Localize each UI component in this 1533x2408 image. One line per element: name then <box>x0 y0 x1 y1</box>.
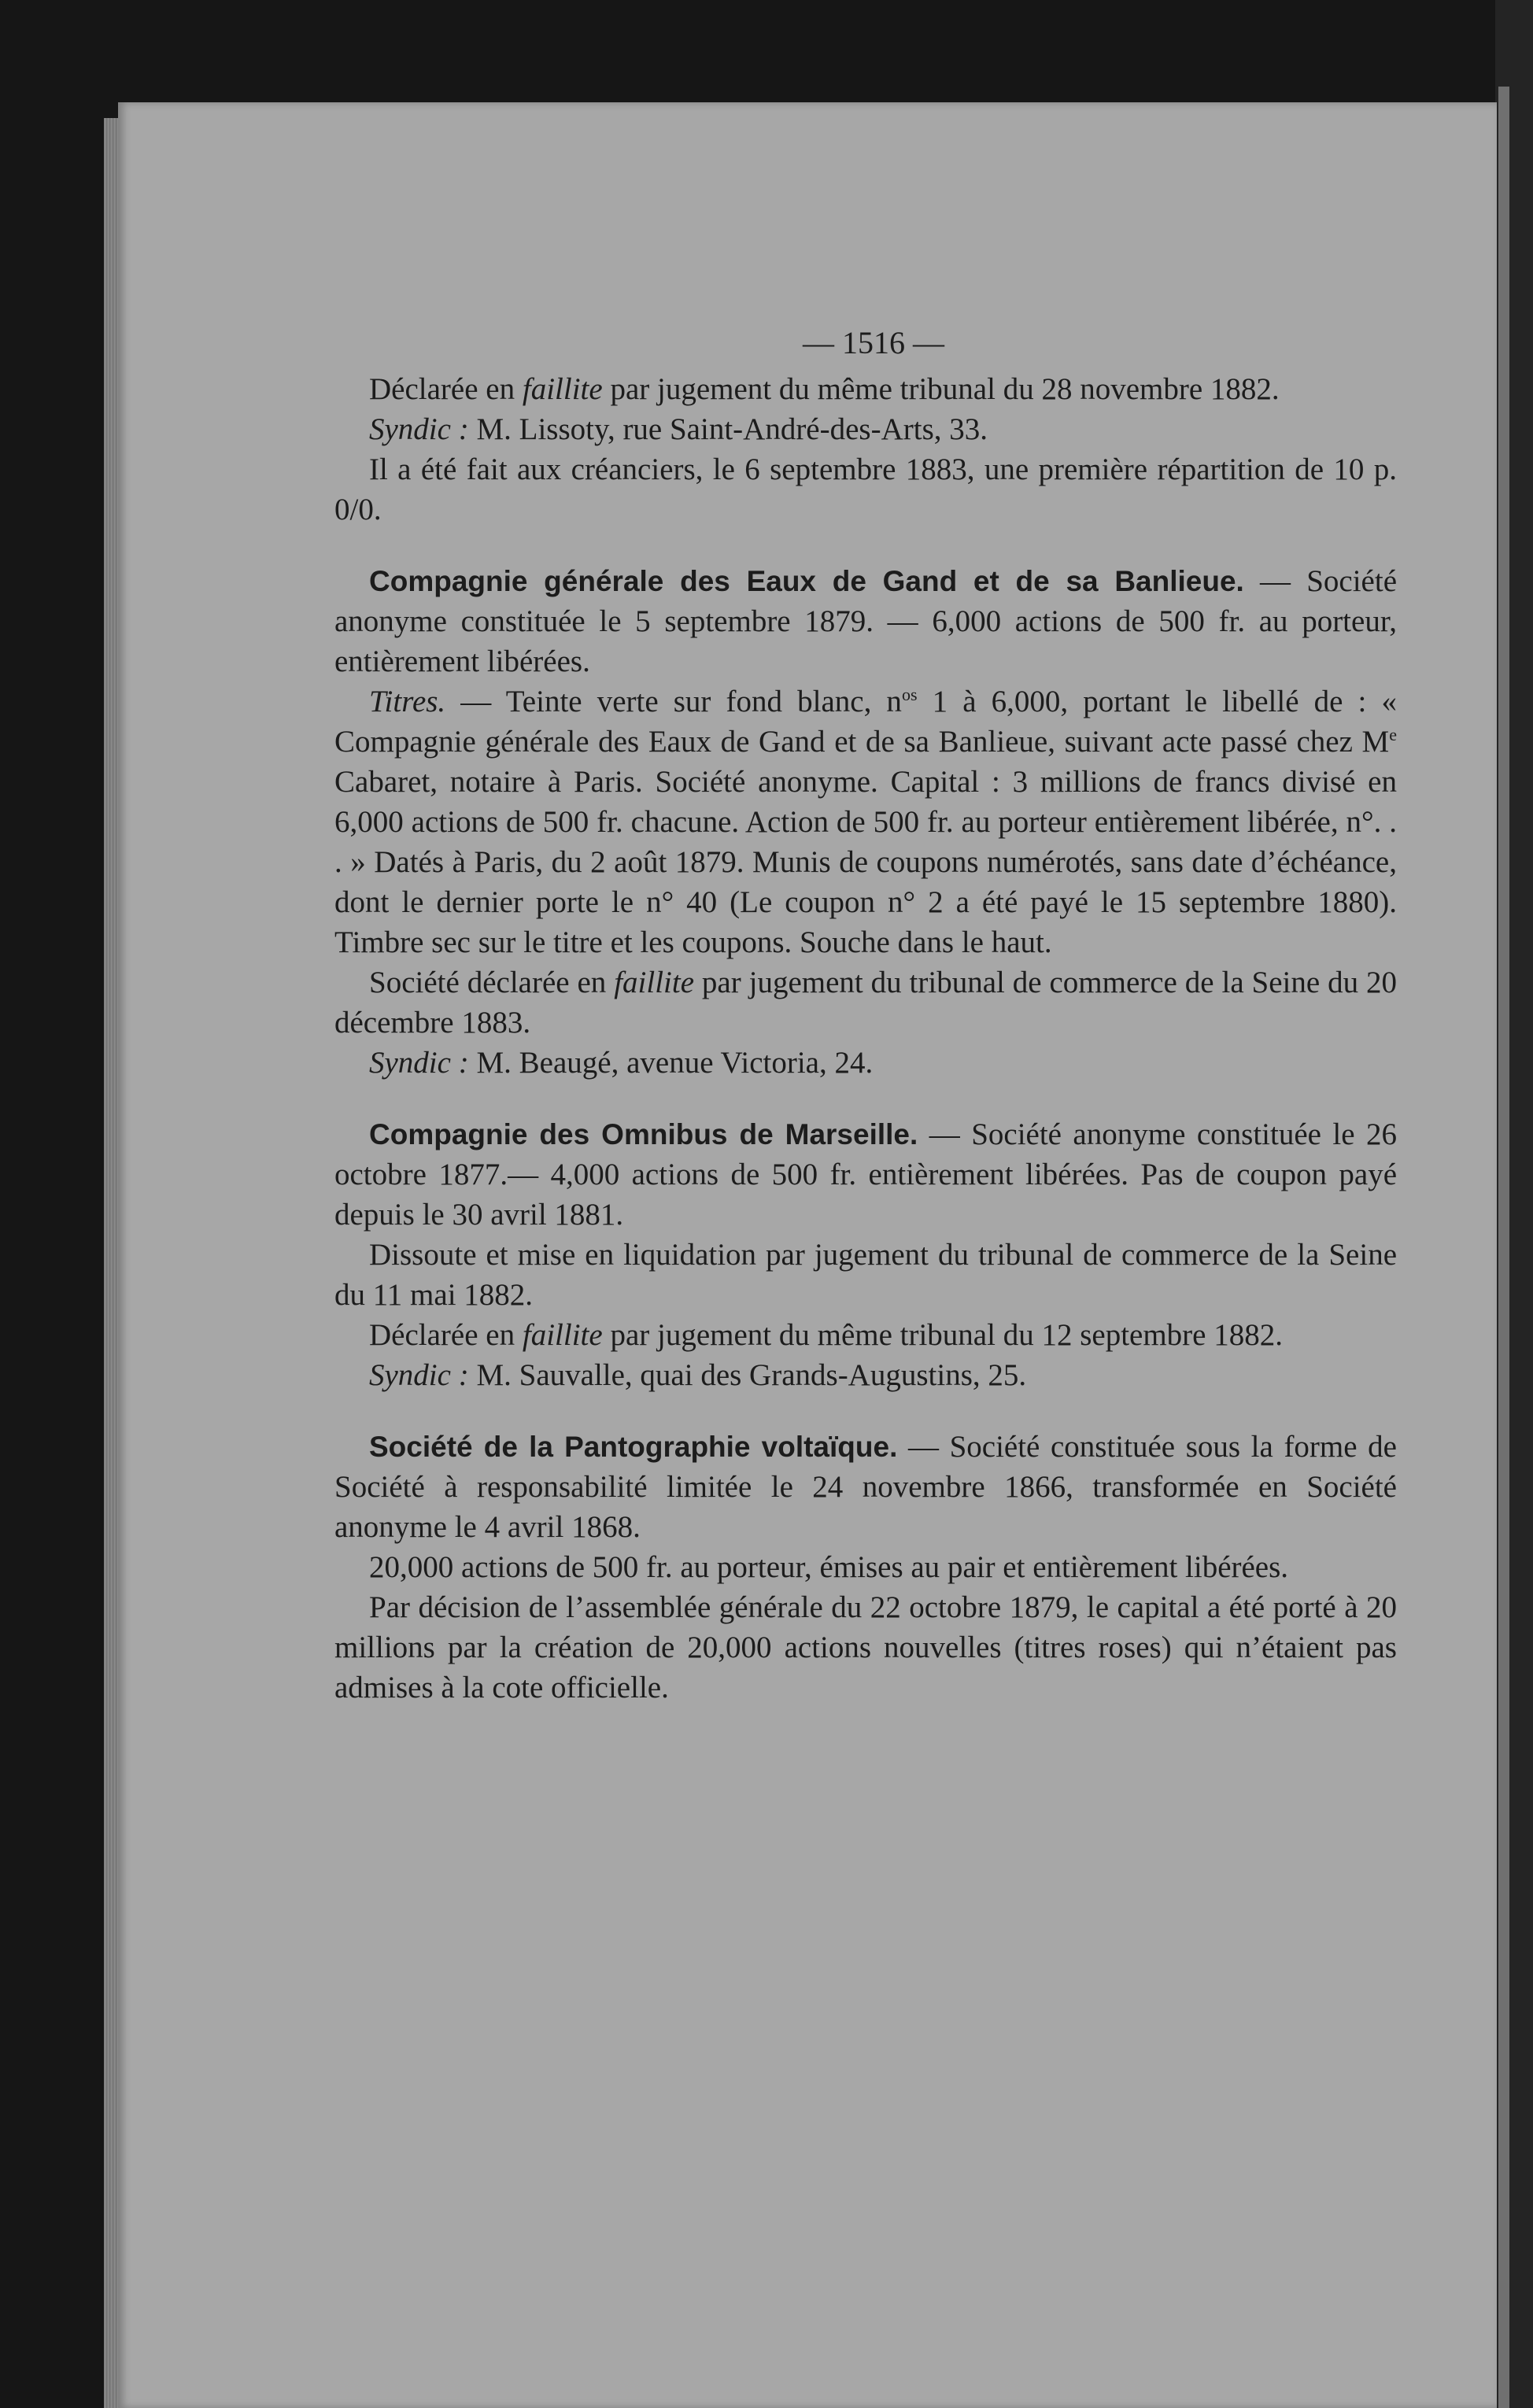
text-span: — Société anonyme constituée le 26 octobre 1877.— 4,000 actions de 500 fr. entièrement libérées. Pas de coupon payé depuis le 30 avril 1881. <box>334 1117 1397 1232</box>
entry-pantographie-actions: 20,000 actions de 500 fr. au porteur, émises au pair et entièrement libérées. <box>369 1550 1289 1584</box>
italic-term: faillite <box>614 966 695 999</box>
superscript: os <box>901 685 918 704</box>
entry-marseille-heading <box>334 1114 1397 1235</box>
entry-gand-syndic <box>334 1043 1397 1083</box>
italic-term: faillite <box>522 1318 603 1352</box>
superscript: e <box>1389 725 1397 744</box>
text-span: — Teinte verte sur fond blanc, n <box>445 685 902 718</box>
text-span: M. Sauvalle, quai des Grands-Augustins, 25. <box>468 1358 1027 1392</box>
entry-marseille-title: Compagnie des Omnibus de Marseille. <box>369 1118 918 1150</box>
intro-repartition-paragraph: Il a été fait aux créanciers, le 6 septembre 1883, une première répartition de 10 p. 0/0. <box>334 452 1397 526</box>
text-span: par jugement du tribunal de commerce de la Seine du 20 décembre 1883. <box>334 966 1397 1040</box>
text-span: Cabaret, notaire à Paris. Société anonyme. Capital : 3 millions de francs divisé en 6,000 actions de 500 fr. chacune. Action de 500 fr. au porteur entièrement libérée, n°. . . » Datés à Paris, du 2 août 1879. Munis de coupons numérotés, sans date d’échéance, dont le dernier porte le n° 40 (Le coupon n° 2 a été payé le 15 septembre 1880). Timbre sec sur le titre et les coupons. Souche dans le haut. <box>334 765 1397 959</box>
page-number: — 1516 — <box>803 325 944 360</box>
text-span: par jugement du même tribunal du 28 novembre 1882. <box>602 372 1280 406</box>
text-span: Société déclarée en <box>369 966 615 999</box>
intro-syndic-paragraph <box>334 409 1397 449</box>
entry-marseille-syndic <box>334 1355 1397 1395</box>
entry-gand-heading <box>334 561 1397 681</box>
entry-gand-titres <box>334 681 1397 962</box>
text-span: Déclarée en <box>369 372 523 406</box>
text-span: M. Beaugé, avenue Victoria, 24. <box>468 1046 874 1080</box>
entry-marseille-dissolution: Dissoute et mise en liquidation par jugement du tribunal de commerce de la Seine du 11 mai 1882. <box>334 1238 1397 1312</box>
entry-gand-faillite <box>334 962 1397 1043</box>
entry-pantographie-title: Société de la Pantographie voltaïque. <box>369 1431 898 1463</box>
entry-marseille-faillite <box>334 1315 1397 1355</box>
italic-term: Titres. <box>369 685 446 718</box>
entry-gand-title: Compagnie générale des Eaux de Gand et de sa Banlieue. <box>369 565 1244 597</box>
text-span: Déclarée en <box>369 1318 523 1352</box>
entry-pantographie-heading <box>334 1427 1397 1547</box>
intro-faillite-paragraph <box>334 369 1397 409</box>
italic-term: Syndic : <box>369 412 469 446</box>
text-span: — Société constituée sous la forme de Société à responsabilité limitée le 24 novembre 1866, transformée en Société anonyme le 4 avril 1868. <box>334 1430 1397 1544</box>
scan-right-edge <box>1495 0 1533 2408</box>
text-span: 1 à 6,000, portant le libellé de : « Compagnie générale des Eaux de Gand et de sa Banlieue, suivant acte passé chez M <box>334 685 1397 759</box>
italic-term: Syndic : <box>369 1046 469 1080</box>
text-span: — Société anonyme constituée le 5 septembre 1879. — 6,000 actions de 500 fr. au porteur, entièrement libérées. <box>334 564 1398 678</box>
italic-term: faillite <box>522 372 603 406</box>
entry-pantographie-capital: Par décision de l’assemblée générale du 22 octobre 1879, le capital a été porté à 20 millions par la création de 20,000 actions nouvelles (titres roses) qui n’étaient pas admises à la cote officielle. <box>334 1590 1397 1704</box>
text-span: M. Lissoty, rue Saint-André-des-Arts, 33. <box>468 412 988 446</box>
text-span: par jugement du même tribunal du 12 septembre 1882. <box>602 1318 1283 1352</box>
page-stack-edge <box>104 118 118 2408</box>
page-content <box>334 323 1397 1708</box>
italic-term: Syndic : <box>369 1358 469 1392</box>
